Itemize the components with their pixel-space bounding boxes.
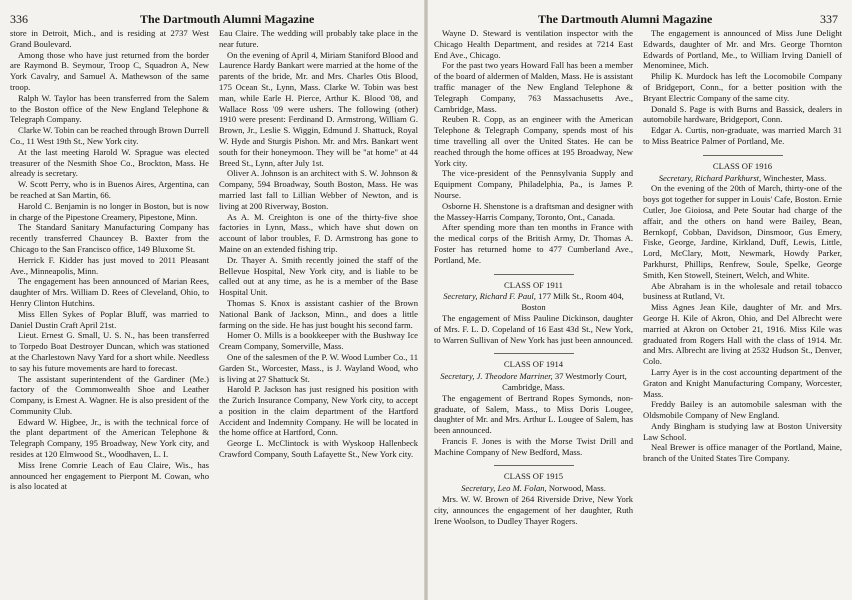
secretary-label: Secretary, Leo M. Folan, — [461, 483, 547, 494]
class-secretary: Secretary, Leo M. Folan, Norwood, Mass. — [461, 483, 606, 494]
class-heading: CLASS OF 1911 — [504, 279, 563, 290]
paragraph: As A. M. Creighton is one of the thirty-five shoe factories in Lynn, Mass., which have shut down on account of labor troubles, F. D. Armstrong has gone to Maine on an extended fishing trip. — [219, 211, 418, 254]
paragraph: On the evening of the 20th of March, thirty-one of the boys got together for supper in Louis' Cafe, Boston. Ernie Cutler, Joe Gioiosa, and Pete Soutar had charge of the affair, and the others on hand were Bailey, Bean, Bernkopf, Cobban, Davidson, Dinsmoor, Gus Emery, Fiske, George, Jardine, Kirkland, Duff, Lewis, Little, Lord, McClary, Mott, Newmark, Howdy Parker, Parkhurst, Phillips, Renfrew, Soule, Spelke, George Smith, Ken Stowell, Steinert, Welch, and White. — [643, 183, 842, 280]
left-column-2 — [219, 28, 418, 492]
left-column-1 — [10, 28, 209, 492]
paragraph: Donald S. Page is with Burns and Bassick, dealers in automobile hardware, Bridgeport, Conn. — [643, 103, 842, 125]
paragraph: Larry Ayer is in the cost accounting department of the Graton and Knight Manufacturing Company, Worcester, Mass. — [643, 366, 842, 399]
paragraph: Edward W. Higbee, Jr., is with the technical force of the plant department of the American Telephone & Telegraph Company, 195 Broadway, New York city, and resides at 120 Elmwood St., Woodhaven, L. I. — [10, 416, 209, 460]
section-rule — [494, 274, 574, 275]
paragraph: Among those who have just returned from the border are Raymond B. Seymour, Troop C, Squadron A, New York Cavalry, and Samuel A. Mathewson of the same troop. — [10, 49, 209, 92]
paragraph: Clarke W. Tobin can be reached through Brown Durrell Co., 11 West 19th St., New York city. — [10, 125, 209, 146]
paragraph: Miss Ellen Sykes of Poplar Bluff, was married to Daniel Dustin Craft April 21st. — [10, 308, 209, 330]
paragraph: Osborne H. Shenstone is a draftsman and designer with the Massey-Harris Company, Toronto, Ont., Canada. — [434, 200, 633, 222]
paragraph: The engagement is announced of Miss June Delight Edwards, daughter of Mr. and Mrs. George Thornton Edwards of Portland, Me., to William Irving Daniell of Menominee, Mich. — [643, 28, 842, 71]
paragraph: Wayne D. Steward is ventilation inspector with the Chicago Health Department, and resides at 7214 East End Ave., Chicago. — [434, 28, 633, 60]
paragraph: Edgar A. Curtis, non-graduate, was married March 31 to Miss Beatrice Palmer of Portland, Me. — [643, 125, 842, 146]
paragraph: The engagement of Bertrand Ropes Symonds, non-graduate, of Salem, Mass., to Miss Doris Lougee, daughter of Mr. and Mrs. Arthur L. Lougee of Salem, has been announced. — [434, 392, 633, 436]
class-secretary: Secretary, J. Theodore Marriner, 37 Westmorly Court, Cambridge, Mass. — [440, 371, 627, 392]
left-running-head — [10, 12, 418, 26]
right-column-2 — [643, 28, 842, 526]
section-rule — [703, 155, 783, 156]
section-rule — [494, 465, 574, 466]
right-page — [426, 0, 852, 600]
section-rule — [494, 353, 574, 354]
paragraph: Harold P. Jackson has just resigned his position with the Zurich Insurance Company, New York city, to accept a position in the claim department of the Hartford Accident and Indemnity Company. He will be located in the home office at Hartford, Conn. — [219, 384, 418, 438]
paragraph: store in Detroit, Mich., and is residing at 2737 West Grand Boulevard. — [10, 28, 209, 49]
paragraph: One of the salesmen of the P. W. Wood Lumber Co., 11 Garden St., Worcester, Mass., is J. Wayland Wood, who is living at 27 Shattuck St. — [219, 351, 418, 384]
paragraph: Miss Agnes Jean Kile, daughter of Mr. and Mrs. George H. Kile of Akron, Ohio, and Del Albrecht were married at Akron on October 21, 1916. Miss Kile was graduated from Rogers Hall with the class of 1914. Mr. and Mrs. Albrecht are living at 2532 Hudson St., Denver, Colo. — [643, 302, 842, 367]
right-magazine-title: The Dartmouth Alumni Magazine — [538, 12, 713, 26]
paragraph: Neal Brewer is office manager of the Portland, Maine, branch of the United States Tire Company. — [643, 442, 842, 464]
paragraph: Eau Claire. The wedding will probably take place in the near future. — [219, 28, 418, 49]
paragraph: Dr. Thayer A. Smith recently joined the staff of the Bellevue Hospital, New York city, and is liable to be called out at any time, as he is a member of the Base Hospital Unit. — [219, 254, 418, 298]
paragraph: Francis F. Jones is with the Morse Twist Drill and Machine Company of New Bedford, Mass. — [434, 435, 633, 457]
left-page-number: 336 — [10, 12, 28, 26]
left-magazine-title: The Dartmouth Alumni Magazine — [140, 12, 315, 26]
paragraph: Oliver A. Johnson is an architect with S. W. Johnson & Company, 594 Broadway, South Boston, Mass. He was married last fall to Lillian Webber of Newton, and is living at 200 Riverway, Boston. — [219, 168, 418, 211]
paragraph: Lieut. Ernest G. Small, U. S. N., has been transferred to Torpedo Boat Destroyer Duncan, which was stationed at the Charlestown Navy Yard for a short while. Needless to say his future movements are hard to forecast. — [10, 330, 209, 373]
class-secretary: Secretary, Richard F. Paul, 177 Milk St., Room 404, Boston — [443, 291, 624, 313]
paragraph: Thomas S. Knox is assistant cashier of the Brown National Bank of Jackson, Minn., and does a little farming on the side. He has just bought his second farm. — [219, 297, 418, 330]
paragraph: Harold C. Benjamin is no longer in Boston, but is now in charge of the Pipestone Creamery, Pipestone, Minn. — [10, 200, 209, 222]
class-secretary: Secretary, Richard Parkhurst, Winchester, Mass. — [658, 172, 827, 183]
paragraph: Miss Irene Comrie Leach of Eau Claire, Wis., has announced her engagement to Pierpont M. Cowan, who is also located at — [10, 459, 209, 492]
paragraph: Abe Abraham is in the wholesale and retail tobacco business at Rutland, Vt. — [643, 280, 842, 302]
paragraph: George L. McClintock is with Wyskoop Hallenbeck Crawford Company, South Lafayette St., New York city. — [219, 438, 418, 460]
right-page-number: 337 — [820, 12, 838, 26]
right-column-1 — [434, 28, 633, 526]
paragraph: On the evening of April 4, Miriam Staniford Blood and Laurence Hardy Bankart were married at the home of the parents of the bride, Mr. and Mrs. Charles Otis Blood, 175 Ocean St., Lynn, Mass. Clarke W. Tobin was best man, while Earle H. Pierce, Arthur K. Blood '08, and Wallace Ross '09 were ushers. The following (other) 1910 were present: Ferdinand D. Armstrong, William G. Brown, Jr., Leslie S. Wiggin, Edmund J. Shattuck, Royal W. Hyde and Sturgis Pishon. Mr. and Mrs. Bankart went south for their honeymoon. They will be "at home" at 44 Breed St., Lynn, after July 1st. — [219, 49, 418, 168]
secretary-label: Secretary, Richard Parkhurst, — [658, 172, 762, 183]
paragraph: Andy Bingham is studying law at Boston University Law School. — [643, 420, 842, 442]
paragraph: Herrick F. Kidder has just moved to 2011 Pleasant Ave., Minneapolis, Minn. — [10, 254, 209, 276]
paragraph: Mrs. W. W. Brown of 264 Riverside Drive, New York city, announces the engagement of her daughter, Ruth Irene Woolson, to Dudley Thayer Rogers. — [434, 494, 633, 526]
paragraph: Freddy Bailey is an automobile salesman with the Oldsmobile Company of New England. — [643, 399, 842, 421]
paragraph: The engagement of Miss Pauline Dickinson, daughter of Mrs. F. L. D. Copeland of 16 East 43d St., New York, to Warren Sullivan of New York has just been announced. — [434, 312, 633, 345]
paragraph: For the past two years Howard Fall has been a member of the board of aldermen of Malden, Mass. He is assistant traffic manager of the New England Telephone & Telegraph Company, 763 Massachusetts Ave., Cambridge, Mass. — [434, 60, 633, 114]
paragraph: W. Scott Perry, who is in Buenos Aires, Argentina, can be reached at San Martin, 66. — [10, 179, 209, 200]
page-gutter — [424, 0, 428, 600]
secretary-label: Secretary, J. Theodore Marriner, — [440, 371, 553, 382]
paragraph: Reuben R. Copp, as an engineer with the American Telephone & Telegraph Company, spends most of his time travelling all over the United States. He can be reached through the home offices at 195 Broadway, New York city. — [434, 114, 633, 168]
paragraph: The engagement has been announced of Marian Rees, daughter of Mrs. William D. Rees of Cleveland, Ohio, to Henry Clinton Hutchins. — [10, 276, 209, 308]
class-heading: CLASS OF 1915 — [503, 471, 564, 482]
secretary-label: Secretary, Richard F. Paul, — [443, 291, 536, 302]
class-heading: CLASS OF 1916 — [712, 160, 773, 171]
paragraph: The assistant superintendent of the Gardiner (Me.) factory of the Commonwealth Shoe and Leather Company, is Ernest A. Wagner. He is also president of the Community Club. — [10, 373, 209, 416]
paragraph: After spending more than ten months in France with the medical corps of the British Army, Dr. Thomas A. Foster has returned home to 477 Cumberland Ave., Portland, Me. — [434, 222, 633, 265]
paragraph: The vice-president of the Pennsylvania Supply and Equipment Company, Philadelphia, Pa., is James P. Nourse. — [434, 168, 633, 200]
paragraph: The Standard Sanitary Manufacturing Company has recently transferred Chauncey B. Baxter from the Chicago to the San Francisco office, 149 Bluxome St. — [10, 222, 209, 254]
paragraph: Ralph W. Taylor has been transferred from the Salem to the Boston office of the New England Telephone & Telegraph Company. — [10, 92, 209, 125]
right-running-head — [434, 12, 842, 26]
paragraph: Homer O. Mills is a bookkeeper with the Bushway Ice Cream Company, Somerville, Mass. — [219, 330, 418, 352]
paragraph: Philip K. Murdock has left the Locomobile Company of Bridgeport, Conn., for a better position with the Bryant Electric Company of the same city. — [643, 71, 842, 103]
paragraph: At the last meeting Harold W. Sprague was elected treasurer of the Nesmith Shoe Co., Brockton, Mass. He already is secretary. — [10, 146, 209, 179]
class-heading: CLASS OF 1914 — [503, 359, 564, 370]
